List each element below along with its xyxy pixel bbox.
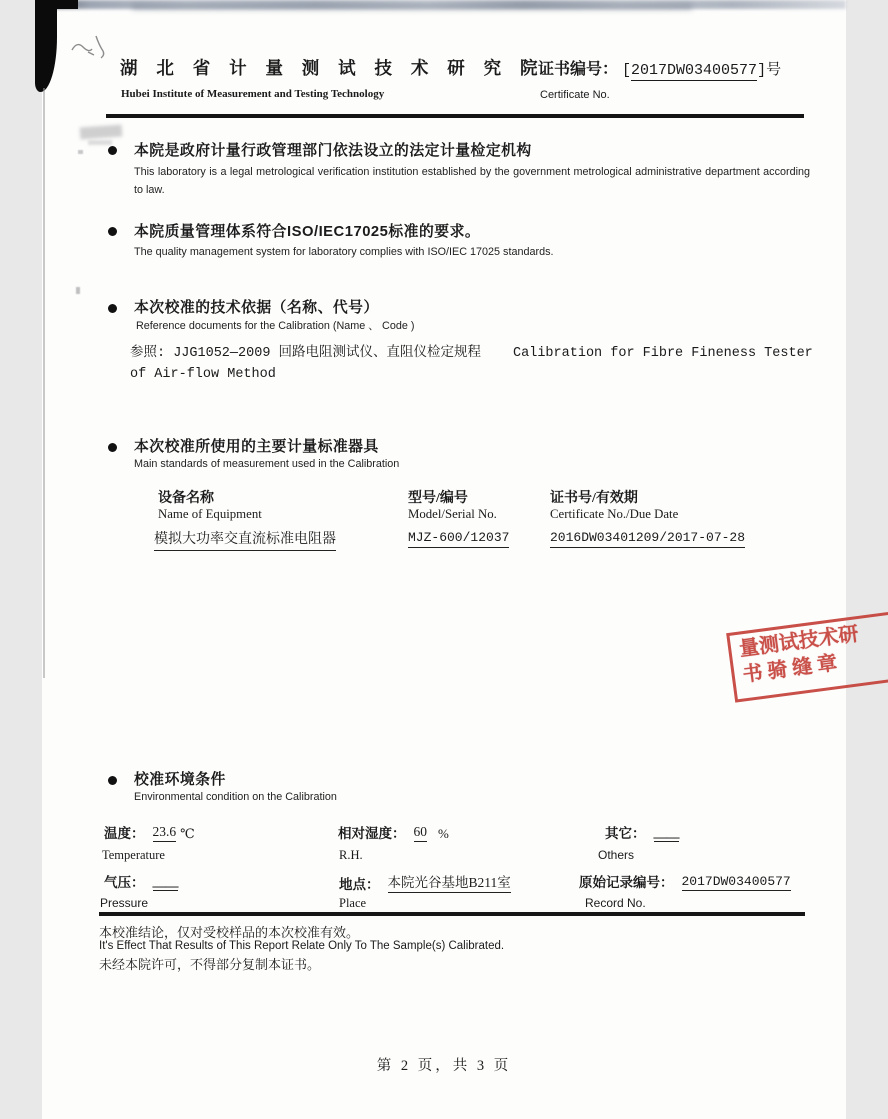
standards-row-certno: 2016DW03401209/2017-07-28 bbox=[550, 530, 745, 548]
env-humidity-value: 60 bbox=[414, 824, 428, 842]
reference-en-line1: Calibration for Fibre Fineness Tester bbox=[513, 346, 813, 361]
env-humidity-label-en: R.H. bbox=[339, 848, 363, 862]
env-pressure-cell bbox=[104, 871, 178, 891]
certificate-number-row bbox=[538, 56, 781, 79]
env-pressure-label-zh: 气压： bbox=[104, 875, 145, 890]
institute-title-en: Hubei Institute of Measurement and Testing Technology bbox=[121, 88, 385, 100]
seal-text-line1: 量测试技术研 bbox=[737, 623, 860, 661]
env-place-label-en: Place bbox=[339, 896, 367, 910]
section4-text-en: Main standards of measurement used in the Calibration bbox=[134, 458, 400, 470]
env-others-value: —— bbox=[653, 828, 679, 844]
reference-paragraph bbox=[130, 344, 813, 386]
env-temperature-label-en: Temperature bbox=[102, 848, 165, 862]
env-pressure-value: —— bbox=[152, 877, 178, 893]
certificate-number-open: [ bbox=[622, 62, 632, 79]
env-record-value: 2017DW03400577 bbox=[681, 874, 791, 889]
scan-tick bbox=[76, 287, 80, 294]
env-others-label-zh: 其它： bbox=[605, 826, 646, 841]
reference-en-line2: of Air-flow Method bbox=[130, 366, 276, 382]
reference-zh: 参照: JJG1052—2009 回路电阻测试仪、直阻仪检定规程 bbox=[130, 346, 482, 361]
certificate-number-label: 证书编号： bbox=[538, 61, 619, 78]
section4-heading-zh: 本次校准所使用的主要计量标准器具 bbox=[134, 439, 379, 455]
env-place-cell bbox=[339, 871, 511, 893]
env-record-label-zh: 原始记录编号： bbox=[579, 875, 674, 890]
standards-row-equipment: 模拟大功率交直流标准电阻器 bbox=[154, 528, 336, 551]
section1-text-en: This laboratory is a legal metrological verification institution established by the government metrological administrative department according to law. bbox=[134, 166, 810, 197]
env-place-value: 本院光谷基地B211室 bbox=[388, 871, 511, 893]
scan-smudge bbox=[80, 125, 123, 140]
note-copy-zh: 未经本院许可，不得部分复制本证书。 bbox=[99, 957, 321, 972]
bullet-icon bbox=[108, 304, 117, 313]
env-others-label-en: Others bbox=[598, 848, 635, 862]
env-record-label-en: Record No. bbox=[585, 896, 646, 910]
scan-corner-strip bbox=[42, 0, 78, 9]
section3-heading-zh: 本次校准的技术依据（名称、代号） bbox=[134, 300, 379, 316]
scan-tick-2 bbox=[78, 150, 83, 154]
env-humidity-unit: % bbox=[438, 826, 449, 841]
bullet-icon bbox=[108, 776, 117, 785]
scan-edge-shadow-2 bbox=[132, 3, 692, 10]
env-temperature-value: 23.6 bbox=[153, 824, 177, 842]
institute-title-zh: 湖 北 省 计 量 测 试 技 术 研 究 院 bbox=[120, 58, 545, 78]
header-rule bbox=[106, 114, 804, 118]
red-paging-seal bbox=[726, 611, 888, 702]
standards-col2-header-en: Model/Serial No. bbox=[408, 507, 497, 521]
section5-text-en: Environmental condition on the Calibration bbox=[134, 791, 337, 803]
env-record-cell bbox=[579, 871, 791, 891]
section2-heading-zh: 本院质量管理体系符合ISO/IEC17025标准的要求。 bbox=[134, 224, 481, 240]
standards-col3-header-en: Certificate No./Due Date bbox=[550, 507, 679, 521]
page-number: 第 2 页，共 3 页 bbox=[376, 1058, 512, 1074]
env-temperature-cell bbox=[104, 822, 195, 842]
pencil-scribble bbox=[68, 28, 120, 71]
certificate-number-value: 2017DW03400577 bbox=[631, 62, 758, 79]
env-humidity-label-zh: 相对湿度： bbox=[338, 826, 406, 841]
standards-col1-header-zh: 设备名称 bbox=[158, 491, 214, 506]
scan-left-edge-line bbox=[43, 88, 45, 678]
env-temperature-unit: ℃ bbox=[180, 826, 195, 841]
env-humidity-cell bbox=[338, 822, 449, 842]
standards-col3-header-zh: 证书号/有效期 bbox=[550, 491, 638, 506]
scan-corner-black bbox=[35, 0, 57, 92]
standards-col2-header-zh: 型号/编号 bbox=[408, 491, 468, 506]
scan-smudge-2 bbox=[88, 140, 112, 145]
section2-text-en: The quality management system for laboratory complies with ISO/IEC 17025 standards. bbox=[134, 246, 554, 258]
certificate-number-label-en: Certificate No. bbox=[540, 89, 610, 101]
footer-rule bbox=[99, 912, 805, 916]
note-validity-zh: 本校准结论，仅对受校样品的本次校准有效。 bbox=[99, 925, 360, 940]
bullet-icon bbox=[108, 227, 117, 236]
standards-row-model: MJZ-600/12037 bbox=[408, 530, 509, 548]
note-validity-en: It's Effect That Results of This Report Relate Only To The Sample(s) Calibrated. bbox=[99, 940, 505, 952]
env-place-label-zh: 地点： bbox=[339, 877, 380, 892]
env-temperature-label-zh: 温度： bbox=[104, 826, 145, 841]
certificate-number-close: ]号 bbox=[757, 62, 782, 79]
standards-col1-header-en: Name of Equipment bbox=[158, 507, 262, 521]
bullet-icon bbox=[108, 146, 117, 155]
section5-heading-zh: 校准环境条件 bbox=[134, 772, 226, 788]
certificate-page bbox=[42, 0, 860, 1119]
section3-text-en: Reference documents for the Calibration (Name 、 Code ) bbox=[136, 320, 415, 332]
bullet-icon bbox=[108, 443, 117, 452]
env-pressure-label-en: Pressure bbox=[100, 896, 149, 910]
seal-text-line2: 书骑缝章 bbox=[741, 651, 844, 687]
env-others-cell bbox=[605, 822, 679, 842]
section1-heading-zh: 本院是政府计量行政管理部门依法设立的法定计量检定机构 bbox=[134, 143, 532, 159]
